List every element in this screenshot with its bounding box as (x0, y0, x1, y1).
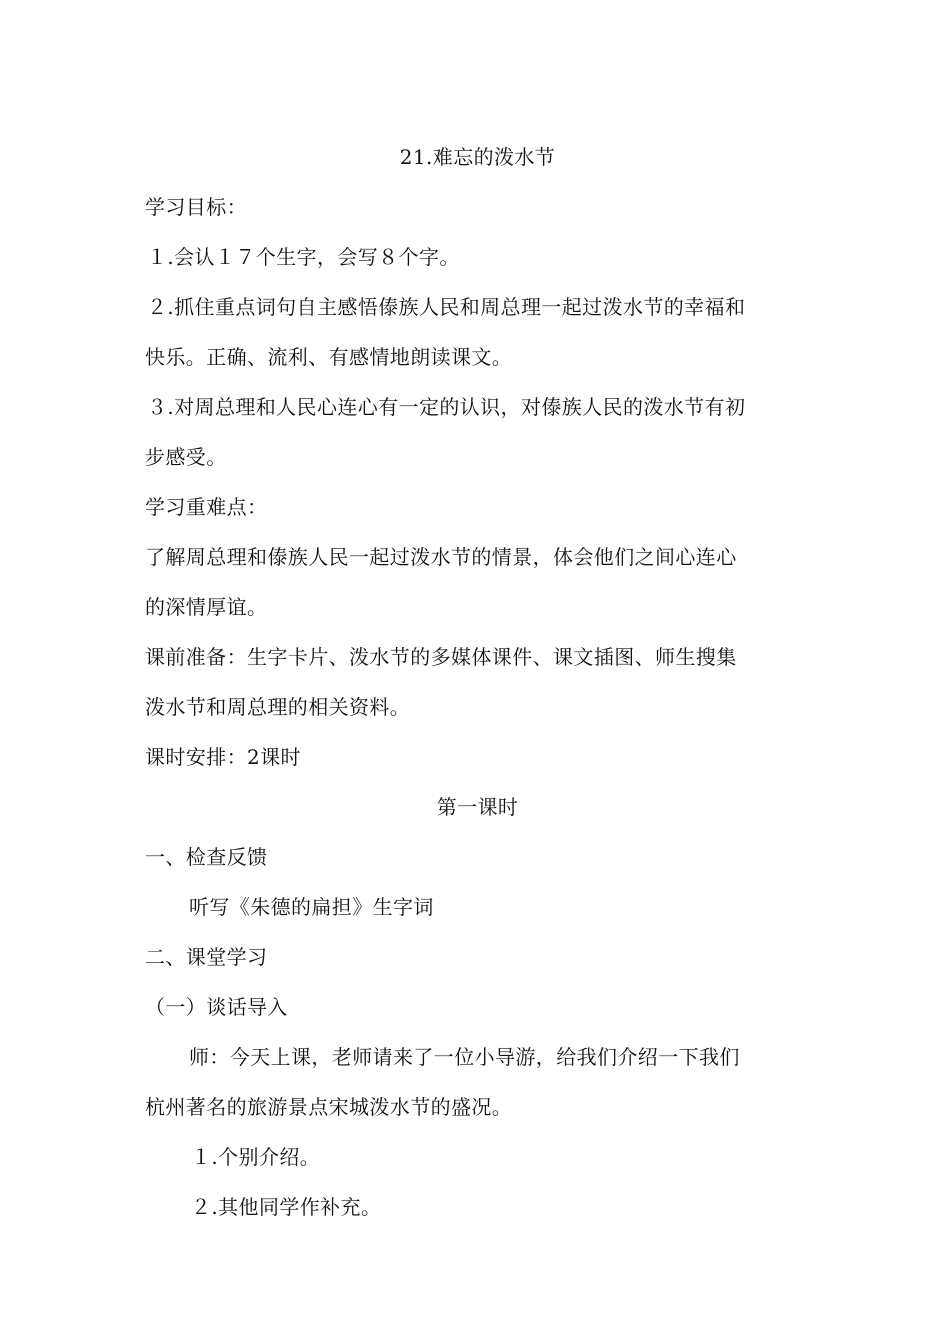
section-2-heading: 二、课堂学习 (145, 945, 268, 969)
objective-2-line-2: 快乐。正确、流利、有感情地朗读课文。 (145, 345, 513, 369)
key-points-heading: 学习重难点： (145, 495, 268, 519)
objective-3-line-1: ３.对周总理和人民心连心有一定的认识，对傣族人民的泼水节有初 (147, 395, 746, 419)
schedule: 课时安排：2课时 (145, 745, 301, 769)
teacher-text-line-1: 师：今天上课，老师请来了一位小导游，给我们介绍一下我们 (189, 1045, 740, 1069)
preparation-line-1: 课前准备：生字卡片、泼水节的多媒体课件、课文插图、师生搜集 (145, 645, 737, 669)
section-1-body: 听写《朱德的扁担》生字词 (189, 895, 434, 919)
key-points-line-1: 了解周总理和傣族人民一起过泼水节的情景，体会他们之间心连心 (145, 545, 737, 569)
objective-2-line-1: ２.抓住重点词句自主感悟傣族人民和周总理一起过泼水节的幸福和 (147, 295, 746, 319)
lesson-title: 第一课时 (436, 795, 519, 819)
step-2: ２.其他同学作补充。 (191, 1195, 382, 1219)
section-1-heading: 一、检查反馈 (145, 845, 268, 869)
step-1: １.个别介绍。 (191, 1145, 321, 1169)
document-page (145, 132, 810, 1232)
document-title: 21.难忘的泼水节 (399, 145, 556, 169)
preparation-line-2: 泼水节和周总理的相关资料。 (145, 695, 411, 719)
subsection-1-heading: （一）谈话导入 (145, 995, 288, 1019)
objectives-heading: 学习目标： (145, 195, 247, 219)
key-points-line-2: 的深情厚谊。 (145, 595, 268, 619)
objective-1: １.会认１７个生字，会写８个字。 (147, 245, 460, 269)
objective-3-line-2: 步感受。 (145, 445, 227, 469)
teacher-text-line-2: 杭州著名的旅游景点宋城泼水节的盛况。 (145, 1095, 513, 1119)
